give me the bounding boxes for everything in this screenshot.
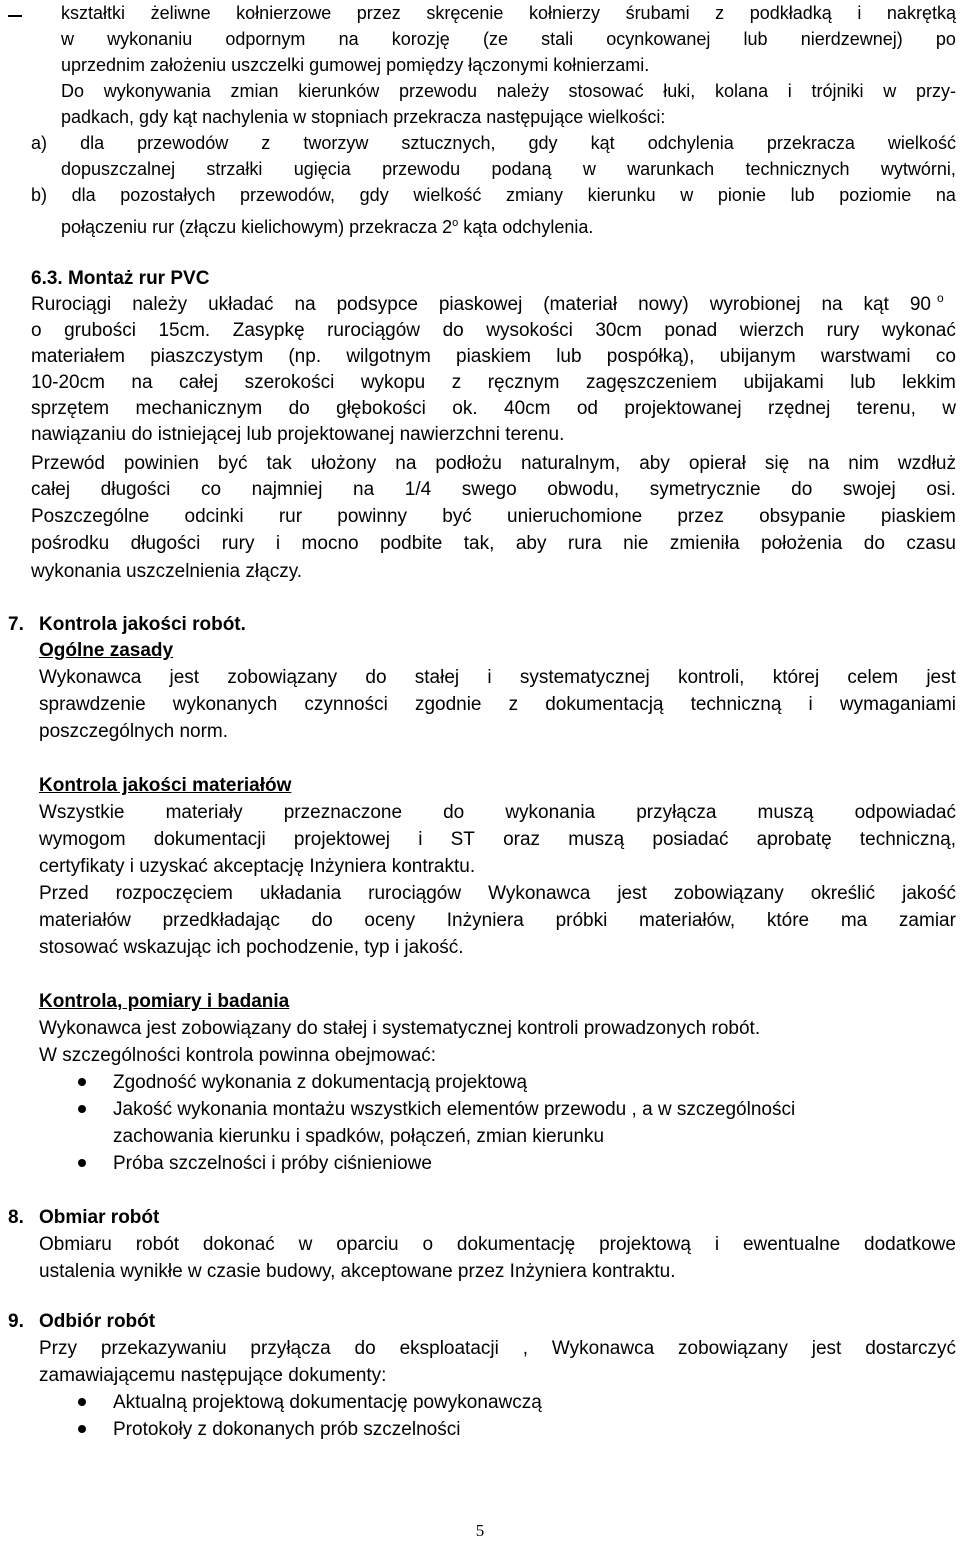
dash-item-line: uprzednim założeniu uszczelki gumowej pomiędzy łączonymi kołnierzami. (61, 55, 650, 75)
list-item: Aktualną projektową dokumentację powykonawczą (113, 1392, 542, 1413)
list-item: Zgodność wykonania z dokumentacją projektową (113, 1072, 528, 1093)
paragraph-line: certyfikaty i uzyskać akceptację Inżyniera kontraktu. (39, 856, 476, 877)
paragraph-line: Obmiaru robót dokonać w oparciu o dokumentację projektową i ewentualne dodatkowe (39, 1234, 956, 1255)
subsection-heading: Kontrola, pomiary i badania (39, 991, 290, 1012)
section-number: 8. (8, 1207, 24, 1228)
paragraph-line: całej długości co najmniej na 1/4 swego obwodu, symetrycznie do swojej osi. (31, 479, 956, 500)
bullet-point (78, 1159, 86, 1167)
list-item-a: dopuszczalnej strzałki ugięcia przewodu podaną w warunkach technicznych wytwórni, (61, 159, 956, 179)
list-item-b: połączeniu rur (złączu kielichowym) przekracza 2$^o$ kąta odchylenia. (61, 217, 594, 237)
section-title: Odbiór robót (39, 1311, 156, 1332)
paragraph-line: o grubości 15cm. Zasypkę rurociągów do wysokości 30cm ponad wierzch rury wykonać (31, 320, 956, 341)
paragraph-line: poszczególnych norm. (39, 721, 229, 742)
paragraph-line: Przewód powinien być tak ułożony na podłożu naturalnym, aby opierał się na nim wzdłuż (31, 453, 956, 474)
paragraph-line: Wszystkie materiały przeznaczone do wykonania przyłącza muszą odpowiadać (39, 802, 956, 823)
paragraph-line: zamawiającemu następujące dokumenty: (39, 1365, 387, 1386)
bullet-point (78, 1425, 86, 1433)
paragraph-line: materiałem piaszczystym (np. wilgotnym piaskiem lub pospółką), ubijanym warstwami co (31, 346, 956, 367)
paragraph-line: sprawdzenie wykonanych czynności zgodnie z dokumentacją techniczną i wymaganiami (39, 694, 956, 715)
paragraph-line: Poszczególne odcinki rur powinny być unieruchomione przez obsypanie piaskiem (31, 506, 956, 527)
subsection-heading: Ogólne zasady (39, 640, 174, 661)
paragraph-line: wymogom dokumentacji projektowej i ST oraz muszą posiadać aprobatę techniczną, (39, 829, 956, 850)
bullet-point (78, 1078, 86, 1086)
section-number: 9. (8, 1311, 24, 1332)
paragraph-line: Do wykonywania zmian kierunków przewodu należy stosować łuki, kolana i trójniki w przy- (61, 81, 956, 101)
bullet-point (78, 1105, 86, 1113)
section-title: Kontrola jakości robót. (39, 614, 246, 635)
dash-item-line: kształtki żeliwne kołnierzowe przez skręcenie kołnierzy śrubami z podkładką i nakrętką (61, 3, 956, 23)
paragraph-line: W szczególności kontrola powinna obejmować: (39, 1045, 437, 1066)
paragraph-line: stosować wskazując ich pochodzenie, typ i jakość. (39, 937, 464, 958)
dash-bullet (8, 15, 22, 17)
section-number: 7. (8, 614, 24, 635)
paragraph-line: pośrodku długości rury i mocno podbite tak, aby rura nie zmieniła położenia do czasu (31, 533, 956, 554)
list-item: Próba szczelności i próby ciśnieniowe (113, 1153, 432, 1174)
list-item-b: b) dla pozostałych przewodów, gdy wielkość zmiany kierunku w pionie lub poziomie na (31, 185, 956, 205)
section-title: Obmiar robót (39, 1207, 160, 1228)
section-heading: 6.3. Montaż rur PVC (31, 268, 210, 289)
paragraph-line: 10-20cm na całej szerokości wykopu z ręcznym zagęszczeniem ubijakami lub lekkim (31, 372, 956, 393)
list-item-a: a) dla przewodów z tworzyw sztucznych, gdy kąt odchylenia przekracza wielkość (31, 133, 956, 153)
list-item: zachowania kierunku i spadków, połączeń, zmian kierunku (113, 1126, 605, 1147)
paragraph-line: ustalenia wynikłe w czasie budowy, akceptowane przez Inżyniera kontraktu. (39, 1261, 676, 1282)
bullet-point (78, 1398, 86, 1406)
list-item: Jakość wykonania montażu wszystkich elementów przewodu , a w szczególności (113, 1099, 796, 1120)
paragraph-line: Przy przekazywaniu przyłącza do eksploatacji , Wykonawca zobowiązany jest dostarczyć (39, 1338, 956, 1359)
paragraph-line: Wykonawca jest zobowiązany do stałej i systematycznej kontroli prowadzonych robót. (39, 1018, 761, 1039)
paragraph-line: nawiązaniu do istniejącej lub projektowanej nawierzchni terenu. (31, 424, 565, 445)
paragraph-line: Przed rozpoczęciem układania rurociągów Wykonawca jest zobowiązany określić jakość (39, 883, 956, 904)
paragraph-line: materiałów przedkładając do oceny Inżyniera próbki materiałów, które ma zamiar (39, 910, 956, 931)
paragraph-line: sprzętem mechanicznym do głębokości ok. 40cm od projektowanej rzędnej terenu, w (31, 398, 956, 419)
page-number: 5 (475, 1521, 485, 1540)
paragraph-line: padkach, gdy kąt nachylenia w stopniach przekracza następujące wielkości: (61, 107, 666, 127)
list-item: Protokoły z dokonanych prób szczelności (113, 1419, 461, 1440)
subsection-heading: Kontrola jakości materiałów (39, 775, 292, 796)
paragraph-line: wykonania uszczelnienia złączy. (31, 561, 303, 582)
paragraph-line: Wykonawca jest zobowiązany do stałej i systematycznej kontroli, której celem jest (39, 667, 956, 688)
dash-item-line: w wykonaniu odpornym na korozję (ze stali ocynkowanej lub nierdzewnej) po (61, 29, 956, 49)
paragraph-line: Rurociągi należy układać na podsypce piaskowej (materiał nowy) wyrobionej na kąt 90 o (31, 291, 944, 315)
